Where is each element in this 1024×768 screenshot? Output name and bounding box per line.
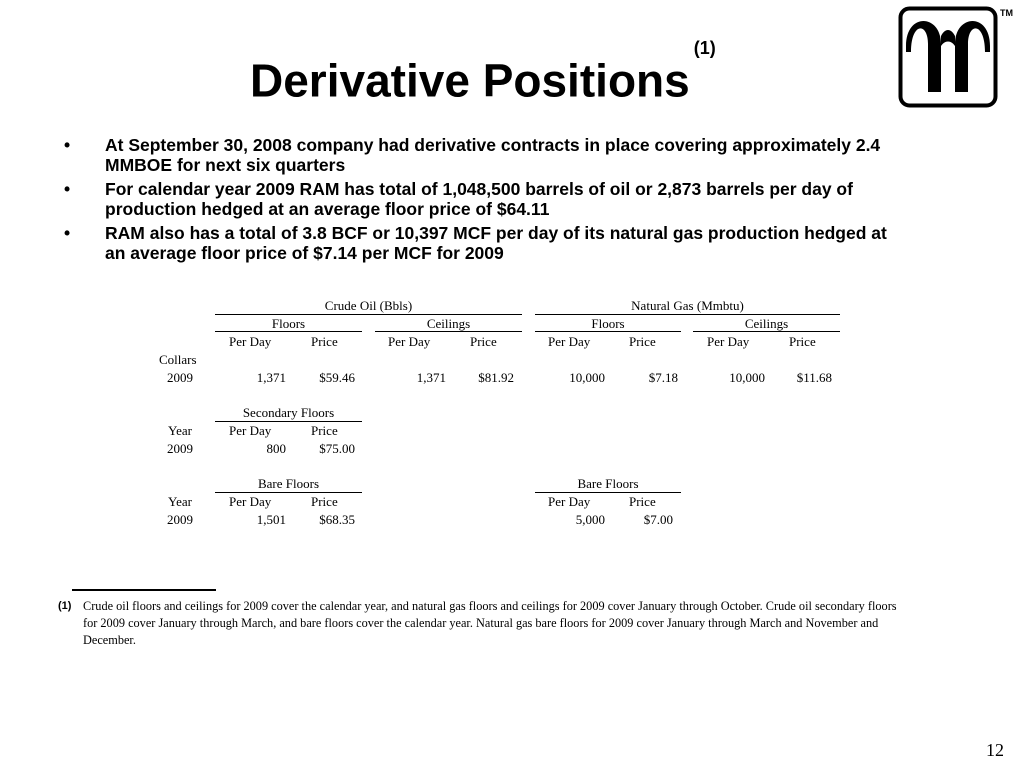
gas-bare-price: $7.00 xyxy=(643,512,673,527)
oil-ceilings-per-day: 1,371 xyxy=(416,370,446,385)
crude-oil-rule xyxy=(215,314,522,315)
col-per-day: Per Day xyxy=(548,334,591,349)
footnote-text: Crude oil floors and ceilings for 2009 cover the calendar year, and natural gas floors and ceilings for 2009 cover January through October. Crude oil secondary floors for 2009 cover January through March, and bare floors cover the calendar year. Natural gas bare floors for 2009 cover January through March and November and December. xyxy=(83,599,897,647)
oil-ceilings-rule xyxy=(375,331,522,332)
bullet-marker: • xyxy=(64,179,71,199)
col-price: Price xyxy=(789,334,816,349)
gas-bare-floors-rule xyxy=(535,492,681,493)
gas-bare-per-day: 5,000 xyxy=(575,512,605,527)
oil-ceilings-header: Ceilings xyxy=(426,316,471,331)
title-text: Derivative Positions xyxy=(250,54,690,107)
trademark-mark: TM xyxy=(1000,8,1013,18)
oil-floors-rule xyxy=(215,331,362,332)
bullet-text: RAM also has a total of 3.8 BCF or 10,397 MCF per day of its natural gas production hedged at an average floor price of $7.14 per MCF for 2009 xyxy=(105,223,887,263)
gas-ceilings-price: $11.68 xyxy=(796,370,832,385)
secondary-per-day: 800 xyxy=(266,441,286,456)
col-price: Price xyxy=(470,334,497,349)
secondary-floors-rule xyxy=(215,421,362,422)
col-price: Price xyxy=(629,494,656,509)
col-per-day: Per Day xyxy=(707,334,750,349)
footnote-divider xyxy=(72,589,216,591)
oil-bare-per-day: 1,501 xyxy=(256,512,286,527)
oil-floors-price: $59.46 xyxy=(319,370,355,385)
collars-year: 2009 xyxy=(167,370,193,385)
footnote-marker: (1) xyxy=(58,600,72,612)
bare-year: 2009 xyxy=(167,512,193,527)
natural-gas-header: Natural Gas (Mmbtu) xyxy=(631,298,744,313)
slide-title xyxy=(250,38,716,110)
gas-floors-per-day: 10,000 xyxy=(569,370,605,385)
col-per-day: Per Day xyxy=(229,334,272,349)
secondary-floors-header: Secondary Floors xyxy=(242,405,335,420)
collars-label: Collars xyxy=(159,352,197,367)
company-logo-icon xyxy=(898,6,1000,110)
bullet-list xyxy=(60,135,910,267)
gas-floors-header: Floors xyxy=(591,316,625,331)
secondary-price: $75.00 xyxy=(319,441,355,456)
secondary-year: 2009 xyxy=(167,441,193,456)
col-price: Price xyxy=(311,494,338,509)
col-price: Price xyxy=(311,334,338,349)
gas-floors-price: $7.18 xyxy=(648,370,678,385)
secondary-year-label: Year xyxy=(168,423,192,438)
col-per-day: Per Day xyxy=(548,494,591,509)
col-per-day: Per Day xyxy=(229,494,272,509)
crude-oil-header: Crude Oil (Bbls) xyxy=(324,298,413,313)
oil-bare-floors-header: Bare Floors xyxy=(257,476,320,491)
title-footnote-ref: (1) xyxy=(693,38,716,58)
oil-ceilings-price: $81.92 xyxy=(478,370,514,385)
gas-ceilings-rule xyxy=(693,331,840,332)
oil-bare-floors-rule xyxy=(215,492,362,493)
gas-bare-floors-header: Bare Floors xyxy=(577,476,639,491)
bullet-item xyxy=(60,179,910,219)
bullet-item xyxy=(60,135,910,175)
gas-ceilings-header: Ceilings xyxy=(744,316,789,331)
natural-gas-rule xyxy=(535,314,840,315)
bullet-marker: • xyxy=(64,135,71,155)
bullet-text: At September 30, 2008 company had derivative contracts in place covering approximately 2.4 MMBOE for next six quarters xyxy=(105,135,881,175)
oil-bare-price: $68.35 xyxy=(319,512,355,527)
gas-floors-rule xyxy=(535,331,681,332)
page-number: 12 xyxy=(986,740,1004,760)
bare-year-label: Year xyxy=(168,494,192,509)
col-per-day: Per Day xyxy=(388,334,431,349)
col-price: Price xyxy=(629,334,656,349)
oil-floors-per-day: 1,371 xyxy=(256,370,286,385)
gas-ceilings-per-day: 10,000 xyxy=(729,370,765,385)
col-per-day: Per Day xyxy=(229,423,272,438)
oil-floors-header: Floors xyxy=(271,316,306,331)
col-price: Price xyxy=(311,423,338,438)
bullet-marker: • xyxy=(64,223,71,243)
bullet-text: For calendar year 2009 RAM has total of 1,048,500 barrels of oil or 2,873 barrels per day of production hedged at an average floor price of $64.11 xyxy=(105,179,853,219)
bullet-item xyxy=(60,223,910,263)
